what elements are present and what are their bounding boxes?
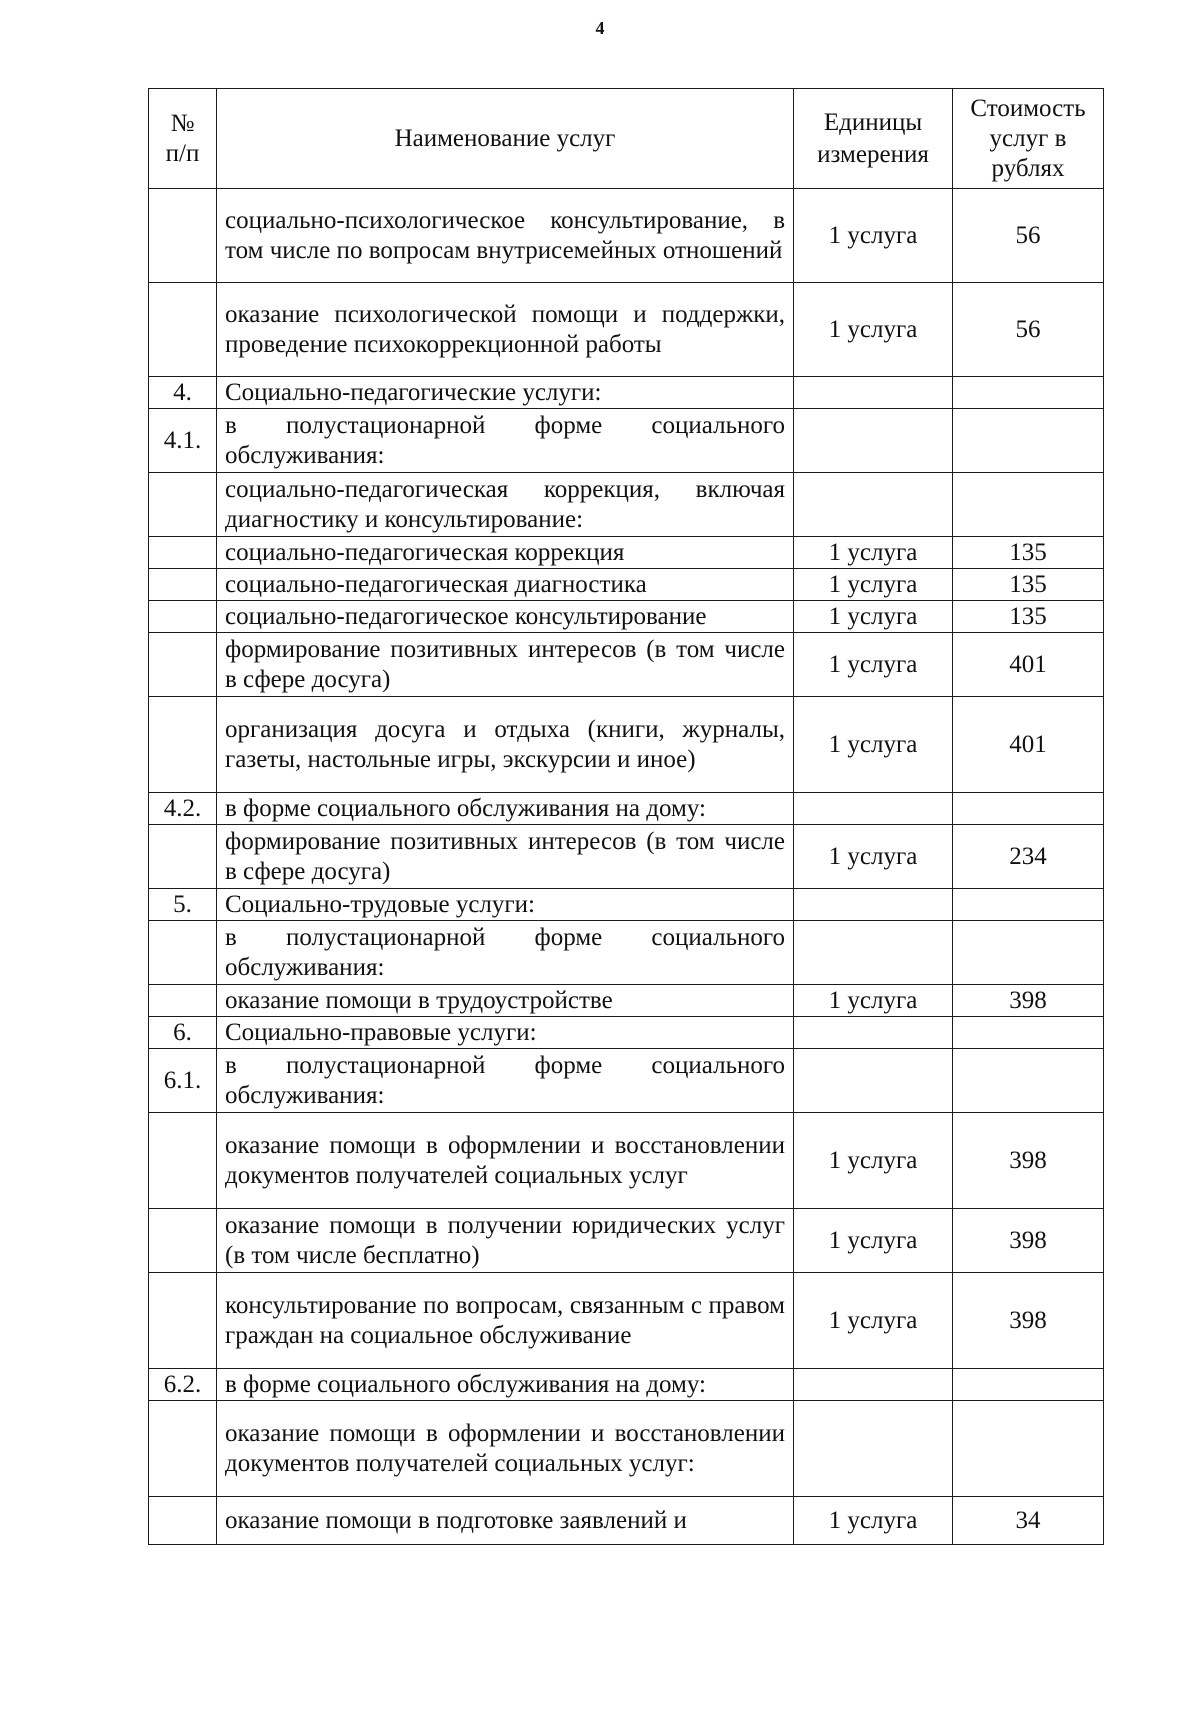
row-number (149, 537, 217, 569)
service-unit: 1 услуга (794, 633, 953, 697)
table-row (149, 633, 1104, 697)
row-number: 6.2. (149, 1369, 217, 1401)
service-unit: 1 услуга (794, 825, 953, 889)
service-name: в полустационарной форме социального обслуживания: (217, 1049, 794, 1113)
row-number (149, 985, 217, 1017)
service-price: 135 (953, 601, 1104, 633)
service-name: организация досуга и отдыха (книги, журналы, газеты, настольные игры, экскурсии и иное) (217, 697, 794, 793)
header-price-line: Стоимость (970, 94, 1086, 122)
service-price: 401 (953, 697, 1104, 793)
service-name: оказание помощи в оформлении и восстановлении документов получателей социальных услуг (217, 1113, 794, 1209)
row-number: 5. (149, 889, 217, 921)
service-unit (794, 473, 953, 537)
service-name: формирование позитивных интересов (в том числе в сфере досуга) (217, 633, 794, 697)
table-row (149, 537, 1104, 569)
table-row (149, 377, 1104, 409)
service-price (953, 473, 1104, 537)
service-name: социально-педагогическое консультирование (217, 601, 794, 633)
row-number (149, 569, 217, 601)
service-price: 56 (953, 189, 1104, 283)
table-row (149, 825, 1104, 889)
row-number: 6. (149, 1017, 217, 1049)
service-unit: 1 услуга (794, 697, 953, 793)
service-price (953, 1049, 1104, 1113)
header-number (149, 89, 217, 189)
row-number (149, 1113, 217, 1209)
row-number (149, 697, 217, 793)
table-header-row (149, 89, 1104, 189)
service-name: оказание помощи в трудоустройстве (217, 985, 794, 1017)
service-unit: 1 услуга (794, 189, 953, 283)
row-number (149, 825, 217, 889)
row-number (149, 1273, 217, 1369)
row-number (149, 1401, 217, 1497)
row-number: 6.1. (149, 1049, 217, 1113)
service-name: в полустационарной форме социального обслуживания: (217, 921, 794, 985)
header-service-name: Наименование услуг (217, 89, 794, 189)
header-number-line: п/п (165, 139, 200, 167)
service-unit: 1 услуга (794, 283, 953, 377)
table-row (149, 1209, 1104, 1273)
service-name: Социально-правовые услуги: (217, 1017, 794, 1049)
service-price (953, 921, 1104, 985)
row-number (149, 601, 217, 633)
table-row (149, 473, 1104, 537)
header-price (953, 89, 1104, 189)
service-name: формирование позитивных интересов (в том числе в сфере досуга) (217, 825, 794, 889)
table-row (149, 793, 1104, 825)
service-price: 398 (953, 1273, 1104, 1369)
service-unit (794, 409, 953, 473)
service-name: в полустационарной форме социального обслуживания: (217, 409, 794, 473)
service-unit: 1 услуга (794, 601, 953, 633)
service-name: в форме социального обслуживания на дому: (217, 1369, 794, 1401)
service-name: социально-педагогическая коррекция (217, 537, 794, 569)
service-price (953, 1369, 1104, 1401)
table-row (149, 1017, 1104, 1049)
row-number (149, 283, 217, 377)
service-unit: 1 услуга (794, 569, 953, 601)
service-price: 234 (953, 825, 1104, 889)
service-unit (794, 1017, 953, 1049)
header-price-line: рублях (991, 154, 1065, 182)
service-price (953, 793, 1104, 825)
service-unit (794, 1401, 953, 1497)
service-name: социально-педагогическая коррекция, включая диагностику и консультирование: (217, 473, 794, 537)
service-unit: 1 услуга (794, 1497, 953, 1545)
row-number (149, 473, 217, 537)
table-row (149, 569, 1104, 601)
header-price-line: услуг в (989, 124, 1067, 152)
service-unit (794, 1369, 953, 1401)
service-name: Социально-трудовые услуги: (217, 889, 794, 921)
service-name: оказание психологической помощи и поддержки, проведение психокоррекционной работы (217, 283, 794, 377)
service-name: в форме социального обслуживания на дому: (217, 793, 794, 825)
service-unit (794, 921, 953, 985)
service-price (953, 1017, 1104, 1049)
row-number (149, 633, 217, 697)
row-number (149, 189, 217, 283)
row-number: 4.1. (149, 409, 217, 473)
service-name: оказание помощи в оформлении и восстановлении документов получателей социальных услуг: (217, 1401, 794, 1497)
service-price (953, 377, 1104, 409)
header-unit-line: Единицы (823, 108, 923, 136)
service-unit: 1 услуга (794, 1113, 953, 1209)
row-number: 4. (149, 377, 217, 409)
row-number (149, 921, 217, 985)
table-row (149, 1497, 1104, 1545)
service-price: 398 (953, 985, 1104, 1017)
service-price (953, 1401, 1104, 1497)
service-price: 401 (953, 633, 1104, 697)
service-name: социально-психологическое консультирование, в том числе по вопросам внутрисемейных отношений (217, 189, 794, 283)
service-price: 398 (953, 1113, 1104, 1209)
table-row (149, 601, 1104, 633)
service-unit (794, 793, 953, 825)
table-row (149, 1049, 1104, 1113)
service-unit (794, 1049, 953, 1113)
header-unit (794, 89, 953, 189)
service-unit: 1 услуга (794, 1209, 953, 1273)
table-row (149, 985, 1104, 1017)
table-row (149, 1273, 1104, 1369)
service-name: консультирование по вопросам, связанным с правом граждан на социальное обслуживание (217, 1273, 794, 1369)
header-number-line: № (170, 109, 195, 137)
row-number (149, 1209, 217, 1273)
service-unit: 1 услуга (794, 1273, 953, 1369)
service-name: социально-педагогическая диагностика (217, 569, 794, 601)
service-price: 56 (953, 283, 1104, 377)
service-unit: 1 услуга (794, 537, 953, 569)
page-number: 4 (595, 18, 605, 38)
table-row (149, 409, 1104, 473)
table-row (149, 1369, 1104, 1401)
service-name: оказание помощи в подготовке заявлений и (217, 1497, 794, 1545)
service-unit: 1 услуга (794, 985, 953, 1017)
service-unit (794, 889, 953, 921)
service-price: 34 (953, 1497, 1104, 1545)
service-price (953, 889, 1104, 921)
service-price: 135 (953, 569, 1104, 601)
table-row (149, 283, 1104, 377)
service-name: Социально-педагогические услуги: (217, 377, 794, 409)
service-price: 135 (953, 537, 1104, 569)
table-row (149, 921, 1104, 985)
header-unit-line: измерения (817, 140, 929, 168)
table-row (149, 697, 1104, 793)
service-price: 398 (953, 1209, 1104, 1273)
table-row (149, 1401, 1104, 1497)
service-name: оказание помощи в получении юридических услуг (в том числе бесплатно) (217, 1209, 794, 1273)
service-unit (794, 377, 953, 409)
row-number (149, 1497, 217, 1545)
row-number: 4.2. (149, 793, 217, 825)
table-row (149, 189, 1104, 283)
table-row (149, 1113, 1104, 1209)
services-price-table (148, 88, 1104, 1545)
table-row (149, 889, 1104, 921)
service-price (953, 409, 1104, 473)
